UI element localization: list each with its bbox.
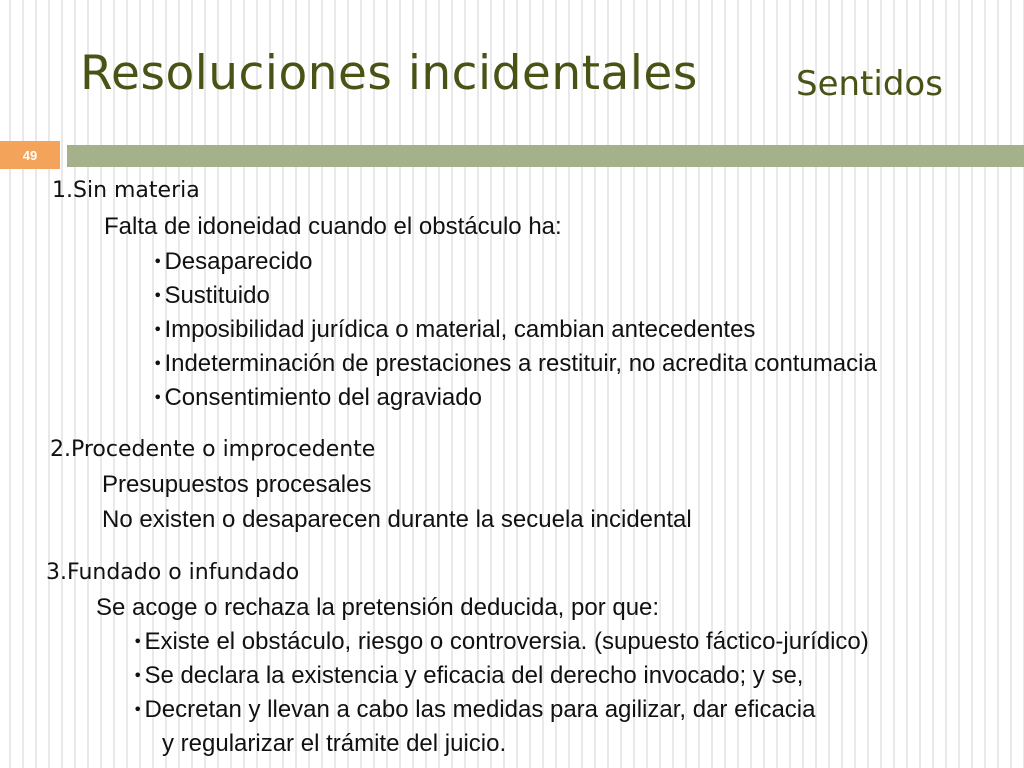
list-item bbox=[153, 248, 313, 276]
bullet-icon: • bbox=[153, 252, 163, 271]
section-2-heading: 2.Procedente o improcedente bbox=[50, 437, 376, 462]
section-3-heading: 3.Fundado o infundado bbox=[46, 560, 300, 585]
list-item bbox=[133, 696, 815, 724]
slide-title: Resoluciones incidentales bbox=[80, 46, 698, 101]
list-item-text: Decretan y llevan a cabo las medidas para agilizar, dar eficacia bbox=[144, 696, 816, 723]
list-item-text: Consentimiento del agraviado bbox=[164, 384, 482, 411]
bullet-icon: • bbox=[133, 632, 143, 651]
list-item bbox=[133, 628, 869, 656]
list-item bbox=[153, 350, 877, 378]
list-item bbox=[133, 662, 803, 690]
slide-number: 49 bbox=[22, 147, 38, 163]
list-item-text: Indeterminación de prestaciones a restituir, no acredita contumacia bbox=[164, 350, 877, 377]
list-item bbox=[153, 282, 270, 310]
bullet-icon: • bbox=[153, 388, 163, 407]
bullet-icon: • bbox=[133, 700, 143, 719]
section-1-heading: 1.Sin materia bbox=[52, 178, 200, 203]
section-1-intro: Falta de idoneidad cuando el obstáculo ha: bbox=[104, 213, 562, 240]
list-item-text: Se declara la existencia y eficacia del derecho invocado; y se, bbox=[144, 662, 804, 689]
list-item-text: Desaparecido bbox=[164, 248, 313, 275]
bullet-icon: • bbox=[153, 354, 163, 373]
list-item bbox=[153, 384, 482, 412]
list-item bbox=[153, 316, 755, 344]
list-item-text: Existe el obstáculo, riesgo o controversia. (supuesto fáctico-jurídico) bbox=[144, 628, 869, 655]
section-2-line: Presupuestos procesales bbox=[102, 471, 372, 498]
bullet-icon: • bbox=[133, 666, 143, 685]
bullet-icon: • bbox=[153, 320, 163, 339]
list-item-text: Sustituido bbox=[164, 282, 270, 309]
header-divider-bar bbox=[67, 145, 1024, 167]
slide-number-badge bbox=[0, 141, 60, 169]
section-3-intro: Se acoge o rechaza la pretensión deducida, por que: bbox=[96, 594, 660, 621]
bullet-icon: • bbox=[153, 286, 163, 305]
list-item-text: Imposibilidad jurídica o material, cambian antecedentes bbox=[164, 316, 756, 343]
section-2-line: No existen o desaparecen durante la secuela incidental bbox=[102, 506, 692, 533]
list-item-continuation: y regularizar el trámite del juicio. bbox=[162, 730, 507, 757]
slide-subtitle: Sentidos bbox=[796, 64, 943, 104]
